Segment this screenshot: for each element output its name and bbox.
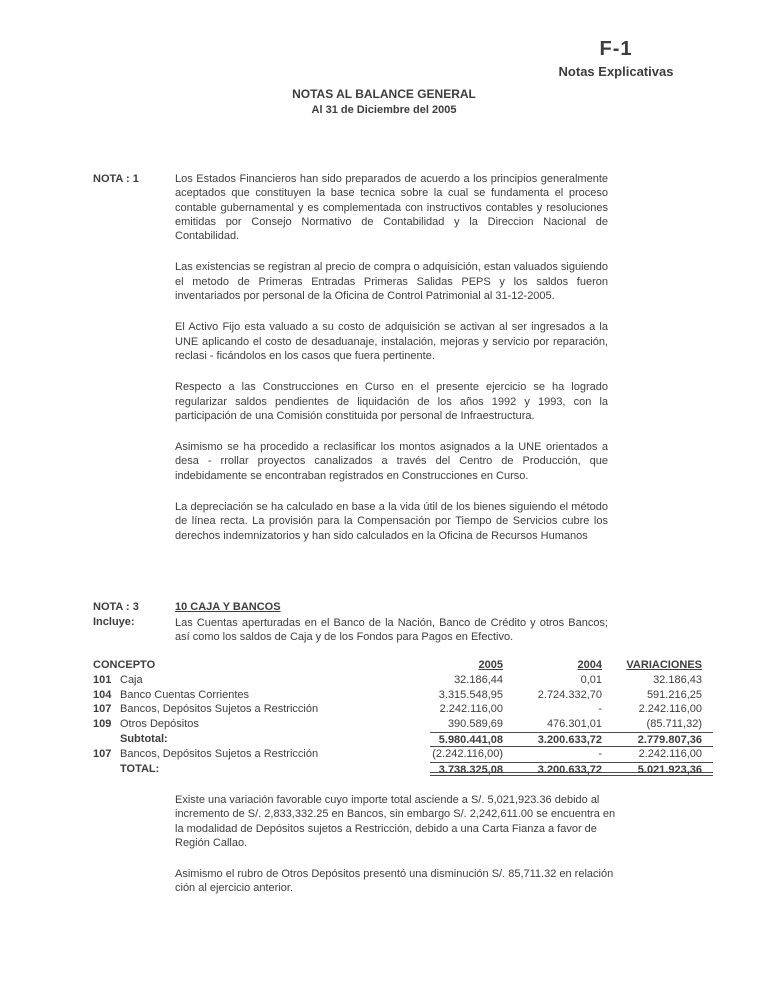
row-label: Subtotal: <box>120 732 168 745</box>
row-values <box>430 688 713 703</box>
row-code: 104 <box>93 688 112 701</box>
form-code: F-1 <box>599 38 633 60</box>
cell-variations: 591.216,25 <box>646 688 702 701</box>
note-1-paragraph: Los Estados Financieros han sido preparados de acuerdo a los principios generalmente aceptados que constituyen la base tecnica sobre la cual se fundamenta el proceso contable gubernamental y es complementada con instructivos contables y resoluciones emitidas por Consejo Normativo de Contabilidad y la Direccion Nacional de Contabilidad. <box>175 173 608 243</box>
cell-variations: (85.711,32) <box>646 718 702 731</box>
table-row-101 <box>93 673 713 688</box>
row-values <box>430 732 713 747</box>
note-1-label: NOTA : 1 <box>93 173 139 185</box>
row-label: Caja <box>120 673 143 686</box>
row-values <box>430 702 713 717</box>
row-label: Otros Depósitos <box>120 718 199 731</box>
row-values <box>430 762 713 777</box>
column-header-2005: 2005 <box>478 659 503 671</box>
note-3-heading: 10 CAJA Y BANCOS <box>175 601 281 613</box>
note-3-body <box>175 600 608 644</box>
cell-variations: 2.779.807,36 <box>637 733 702 746</box>
subtotal-row <box>93 732 713 747</box>
table-row-109 <box>93 717 713 732</box>
title-line-1: NOTAS AL BALANCE GENERAL <box>292 87 476 101</box>
cell-2005: 5.980.441,08 <box>438 733 503 746</box>
closing-paragraphs <box>175 793 623 913</box>
row-code: 101 <box>93 673 112 686</box>
row-code: 109 <box>93 718 112 731</box>
table-row-104 <box>93 688 713 703</box>
cell-2005: 32.186,44 <box>454 673 503 686</box>
caja-bancos-table <box>93 658 713 776</box>
cell-2004: 3.200.633,72 <box>537 733 602 746</box>
total-row <box>93 762 713 777</box>
row-code: 107 <box>93 747 112 760</box>
title-line-2: Al 31 de Diciembre del 2005 <box>311 104 457 116</box>
row-code <box>93 732 120 747</box>
table-header-row <box>93 658 713 673</box>
row-label: TOTAL: <box>120 762 160 775</box>
cell-2004: 3.200.633,72 <box>537 763 602 776</box>
form-subtitle: Notas Explicativas <box>558 64 674 79</box>
note-1-paragraph: Las existencias se registran al precio de compra o adquisición, estan valuados siguiendo el metodo de Primeras Entradas Primeras Salidas PEPS y los saldos fueron inventariados por personal de la Oficina de Control Patrimonial al 31-12-2005. <box>175 261 608 303</box>
row-values <box>430 747 713 762</box>
note-1-paragraph: Respecto a las Construcciones en Curso en el presente ejercicio se ha logrado regularizar saldos pendientes de liquidación de los años 1992 y 1993, con la participación de una Comisión constituida por personal de Infraestructura. <box>175 381 608 422</box>
closing-paragraph: Asimismo el rubro de Otros Depósitos presentó una disminución S/. 85,711.32 en relación ción al ejercicio anterior. <box>175 868 614 895</box>
table-header-numbers <box>430 658 713 673</box>
note-3-sublabel: Incluye: <box>93 615 135 628</box>
cell-2005: 3.315.548,95 <box>438 688 503 701</box>
note-3-label-column <box>93 600 175 629</box>
cell-2005: 2.242.116,00 <box>439 703 503 716</box>
column-header-concept: CONCEPTO <box>93 659 156 671</box>
note-3-section <box>93 600 608 644</box>
table-row-107-restriccion <box>93 747 713 762</box>
row-label: Bancos, Depósitos Sujetos a Restricción <box>120 703 319 716</box>
table-row-107 <box>93 702 713 717</box>
row-label: Bancos, Depósitos Sujetos a Restricción <box>120 747 319 760</box>
cell-2004: 2.724.332,70 <box>537 688 602 701</box>
note-1-paragraph: La depreciación se ha calculado en base a la vida útil de los bienes siguiendo el método de línea recta. La provisión para la Compensación por Tiempo de Servicios cubre los derechos indemnizatorios y han sido calculados en la Oficina de Recursos Humanos <box>175 501 608 542</box>
row-values <box>430 717 713 732</box>
form-header <box>550 38 682 79</box>
note-3-description: Las Cuentas aperturadas en el Banco de la Nación, Banco de Crédito y otros Bancos; así como los saldos de Caja y de los Fondos para Pagos en Efectivo. <box>175 616 608 643</box>
cell-2004: 0,01 <box>580 673 602 686</box>
row-code: 107 <box>93 703 112 716</box>
cell-2004: - <box>598 703 602 716</box>
note-1-paragraph: El Activo Fijo esta valuado a su costo de adquisición se activan al ser ingresados a la UNE aplicando el costo de desaduanaje, instalación, mejoras y servicio por reparación, reclasi - ficándolos en los casos que fuera pertinente. <box>175 321 608 362</box>
closing-paragraph: Existe una variación favorable cuyo importe total asciende a S/. 5,021,923.36 debido al incremento de S/. 2,833,332.25 en Bancos, sin embargo S/. 2,242,611.00 se encuentra en la modalidad de Depósitos sujetos a Restricción, debido a una Carta Fianza a favor de Región Callao. <box>175 794 616 849</box>
note-1-body <box>175 172 608 543</box>
cell-2004: - <box>598 747 602 760</box>
cell-variations: 2.242.116,00 <box>638 747 702 760</box>
column-header-2004: 2004 <box>577 659 602 671</box>
column-header-variations: VARIACIONES <box>626 659 702 671</box>
cell-2004: 476.301,01 <box>546 718 602 731</box>
cell-variations: 2.242.116,00 <box>638 703 702 716</box>
cell-variations: 5.021.923,36 <box>637 763 702 776</box>
row-label: Banco Cuentas Corrientes <box>120 688 250 701</box>
note-1-section <box>93 172 608 543</box>
cell-2005: 390.589,69 <box>447 718 503 731</box>
row-code <box>93 762 120 777</box>
note-3-label: NOTA : 3 <box>93 601 139 613</box>
cell-2005: 3.738.325,08 <box>438 763 503 776</box>
document-title <box>0 87 768 116</box>
cell-2005: (2.242.116,00) <box>432 747 503 760</box>
cell-variations: 32.186,43 <box>653 673 702 686</box>
note-1-paragraph: Asimismo se ha procedido a reclasificar los montos asignados a la UNE orientados a desa - rrollar proyectos canalizados a través del Centro de Producción, que indebidamente se encontraban registrados en Construcciones en Curso. <box>175 441 608 482</box>
row-values <box>430 673 713 688</box>
